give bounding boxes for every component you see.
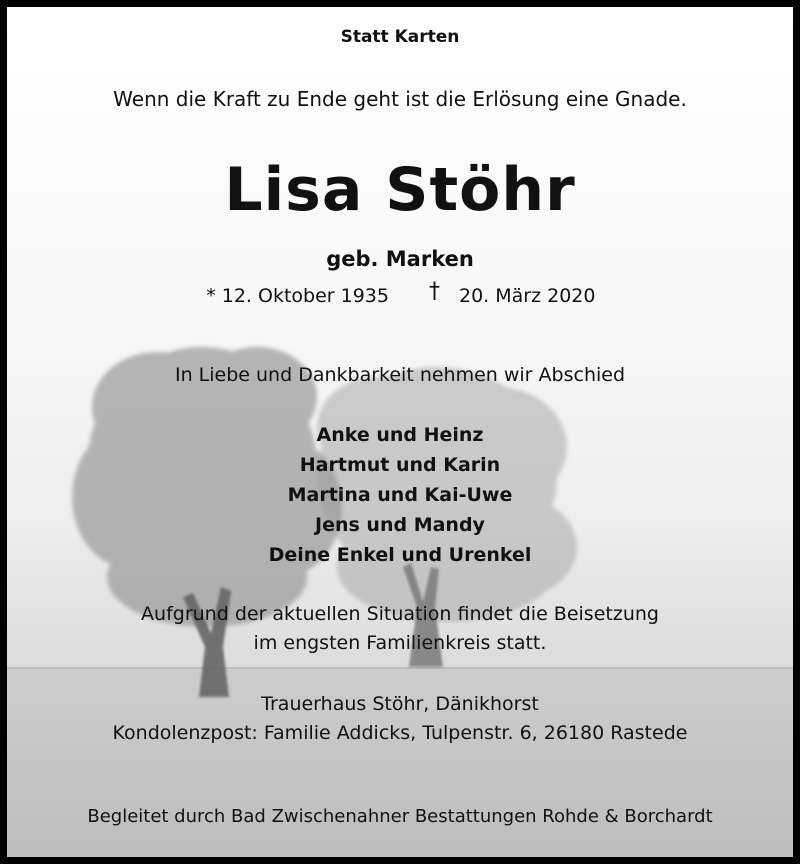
mourner-entry: Anke und Heinz bbox=[316, 424, 484, 446]
burial-notice-line-1: Aufgrund der aktuellen Situation findet die Beisetzung bbox=[141, 603, 659, 625]
life-dates bbox=[7, 279, 793, 311]
mourner-entry: Jens und Mandy bbox=[315, 514, 485, 536]
deceased-name: Lisa Stöhr bbox=[224, 155, 576, 225]
address-block bbox=[7, 690, 793, 748]
mourning-house: Trauerhaus Stöhr, Dänikhorst bbox=[261, 693, 539, 715]
mourners-list bbox=[7, 420, 793, 570]
burial-notice bbox=[7, 600, 793, 658]
death-date: 20. März 2020 bbox=[459, 285, 596, 307]
header-statt-karten: Statt Karten bbox=[340, 27, 460, 47]
birth-date: * 12. Oktober 1935 bbox=[206, 285, 389, 307]
maiden-name: geb. Marken bbox=[326, 247, 474, 271]
farewell-line: In Liebe und Dankbarkeit nehmen wir Abschied bbox=[174, 364, 626, 386]
motto-line: Wenn die Kraft zu Ende geht ist die Erlösung eine Gnade. bbox=[113, 87, 687, 111]
mourner-entry: Martina und Kai-Uwe bbox=[287, 484, 513, 506]
burial-notice-line-2: im engsten Familienkreis statt. bbox=[253, 632, 547, 654]
cross-icon: † bbox=[429, 279, 440, 304]
undertaker-footer: Begleitet durch Bad Zwischenahner Bestattungen Rohde & Borchardt bbox=[87, 806, 713, 827]
condolence-address: Kondolenzpost: Familie Addicks, Tulpenstr. 6, 26180 Rastede bbox=[112, 722, 688, 744]
mourner-entry: Deine Enkel und Urenkel bbox=[268, 544, 532, 566]
mourner-entry: Hartmut und Karin bbox=[299, 454, 501, 476]
